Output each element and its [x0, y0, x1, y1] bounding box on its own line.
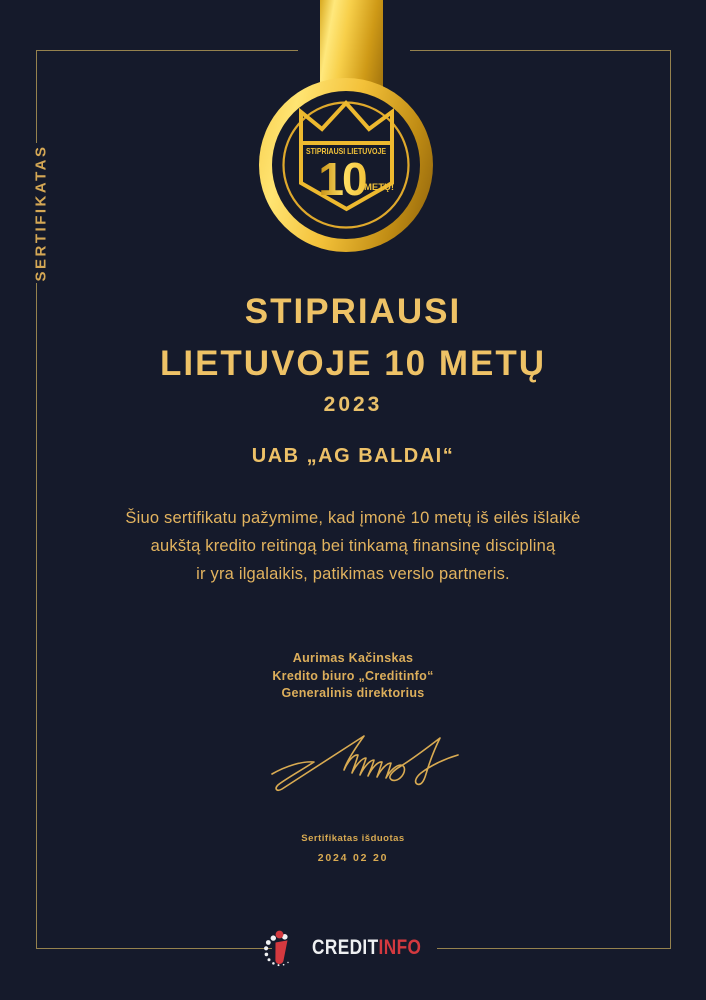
medal-crest-icon: [272, 91, 420, 239]
signature: [268, 724, 476, 806]
issued-label: Sertifikatas išduotas: [301, 833, 405, 844]
signatory-org: Kredito biuro „Creditinfo“: [272, 668, 434, 683]
creditinfo-i-icon: [261, 925, 307, 971]
frame-top-right-segment: [410, 50, 671, 51]
medal-inner-face: [272, 91, 420, 239]
medal-logo-line1: STIPRIAUSI LIETUVOJE: [306, 147, 387, 156]
body-line-3: ir yra ilgalaikis, patikimas verslo partneris.: [196, 565, 510, 583]
company-name: UAB „AG BALDAI“: [251, 445, 455, 467]
signatory-name: Aurimas Kačinskas: [292, 651, 414, 665]
logo-credit-text: CREDIT: [311, 936, 379, 959]
side-label-sertifikatas: SERTIFIKATAS: [32, 144, 50, 282]
signature-icon: [268, 724, 476, 806]
signatory-block: [0, 650, 706, 703]
medal-logo-number: 10: [318, 153, 366, 205]
frame-right-segment: [670, 50, 671, 949]
frame-top-left-segment: [36, 50, 298, 51]
logo-info-text: INFO: [378, 936, 422, 959]
creditinfo-logo: [0, 924, 706, 972]
certificate-year: 2023: [323, 393, 383, 416]
frame-left-top-segment: [36, 50, 37, 143]
certificate-title-line2: LIETUVOJE 10 METŲ: [159, 344, 547, 383]
signatory-role: Generalinis direktorius: [281, 686, 425, 700]
medal: [259, 78, 433, 252]
medal-logo-suffix: METŲ!: [364, 182, 395, 193]
certificate-title-line1: STIPRIAUSI: [244, 292, 462, 331]
crown-icon: [301, 103, 392, 143]
issued-date: 2024 02 20: [317, 852, 389, 864]
creditinfo-wordmark: [312, 936, 421, 960]
body-line-2: aukštą kredito reitingą bei tinkamą finansinę discipliną: [150, 537, 556, 555]
body-line-1: Šiuo sertifikatu pažymime, kad įmonė 10 metų iš eilės išlaikė: [125, 509, 581, 527]
certificate-body-text: [0, 504, 706, 588]
